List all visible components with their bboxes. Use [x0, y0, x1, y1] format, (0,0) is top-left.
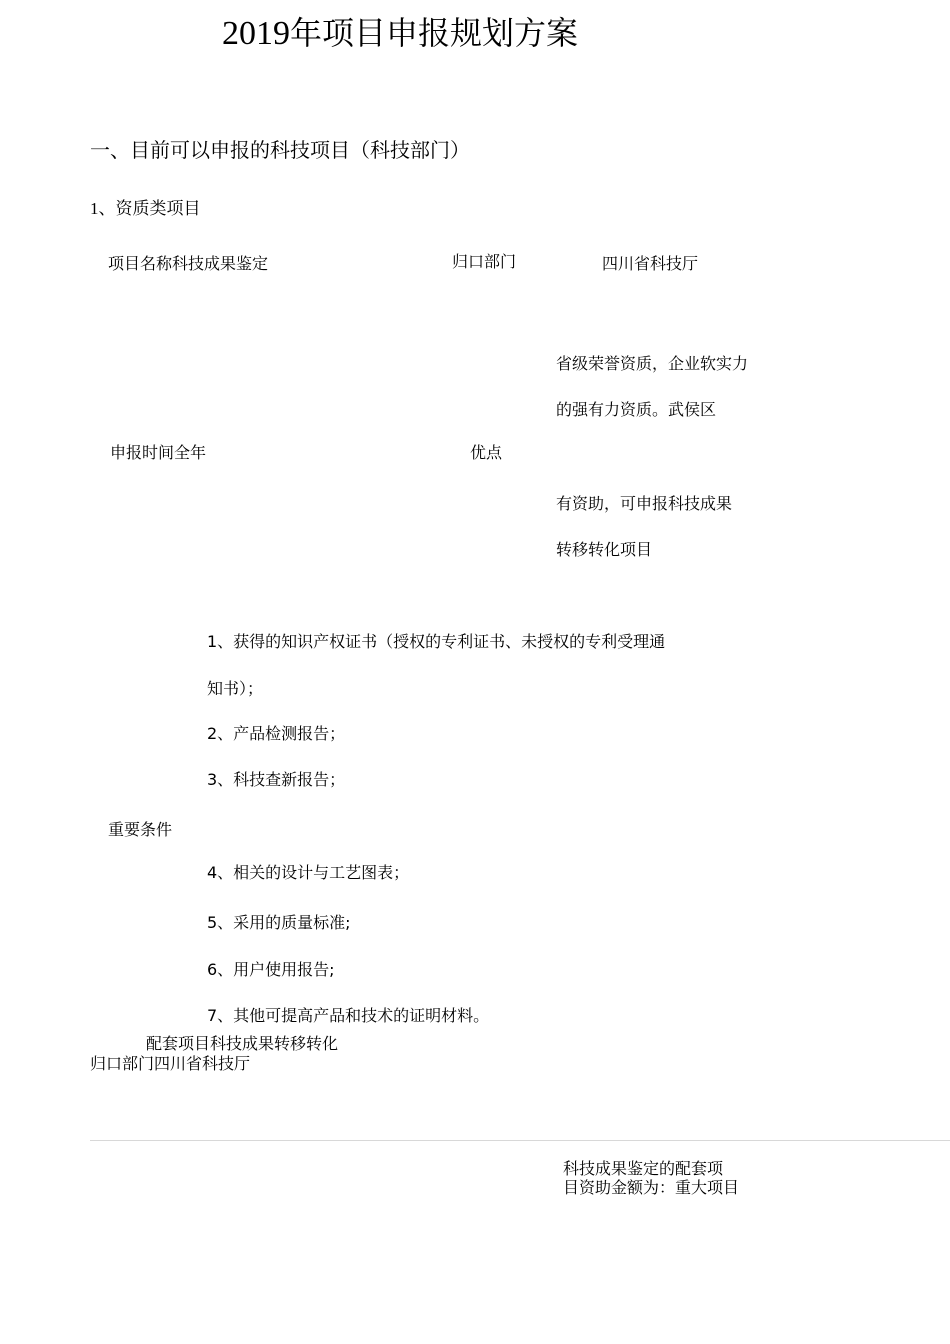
advantage-line: 省级荣誉资质，企业软实力 — [556, 354, 749, 373]
title-text: 年项目申报规划方案 — [290, 14, 579, 52]
condition-item: 3、科技查新报告； — [207, 770, 346, 789]
supporting-dept: 归口部门四川省科技厅 — [90, 1054, 251, 1073]
condition-item: 4、相关的设计与工艺图表； — [207, 863, 410, 882]
project-name-cell: 项目名称科技成果鉴定 — [108, 254, 269, 273]
page-title — [222, 8, 578, 54]
condition-item: 2、产品检测报告； — [207, 724, 346, 743]
advantage-line: 的强有力资质。武侯区 — [556, 400, 717, 419]
section-heading: 一、目前可以申报的科技项目（科技部门） — [90, 138, 470, 162]
title-year: 2019 — [222, 15, 290, 52]
condition-item: 6、用户使用报告; — [207, 960, 335, 979]
advantage-label-cell: 优点 — [470, 443, 503, 462]
condition-item: 1、获得的知识产权证书（授权的专利证书、未授权的专利受理通 — [207, 632, 666, 651]
advantage-line: 转移转化项目 — [556, 540, 653, 559]
dept-value-cell: 四川省科技厅 — [602, 254, 699, 273]
supporting-project: 配套项目科技成果转移转化 — [146, 1034, 339, 1053]
funding-line: 目资助金额为：重大项目 — [563, 1178, 740, 1197]
condition-item: 7、其他可提高产品和技术的证明材料。 — [207, 1006, 490, 1025]
declare-time-cell: 申报时间全年 — [110, 443, 207, 462]
advantage-line: 有资助，可申报科技成果 — [556, 494, 733, 513]
subsection-text: 、资质类项目 — [98, 199, 201, 219]
subsection-number: 1 — [90, 199, 99, 218]
section-divider — [90, 1140, 950, 1141]
condition-item: 5、采用的质量标准; — [207, 913, 351, 932]
conditions-label: 重要条件 — [108, 820, 173, 839]
dept-label-cell: 归口部门 — [452, 252, 517, 271]
condition-item: 知书）； — [207, 679, 264, 698]
subsection-heading — [90, 194, 201, 219]
funding-line: 科技成果鉴定的配套项 — [563, 1159, 724, 1178]
